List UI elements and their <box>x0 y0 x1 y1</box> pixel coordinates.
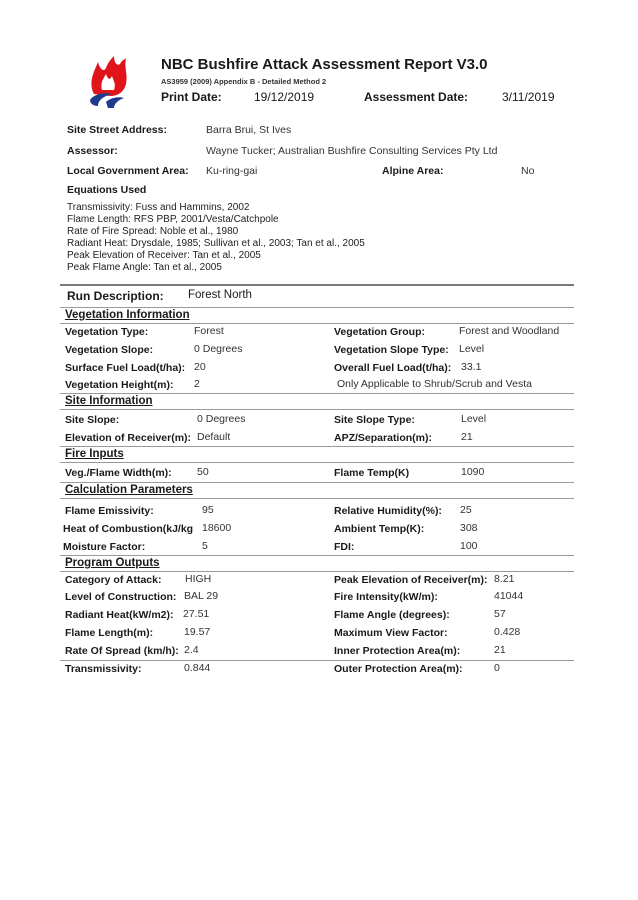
outputs-heading: Program Outputs <box>65 557 160 569</box>
vegetation-type-value: Forest <box>194 325 224 337</box>
emissivity-value: 95 <box>202 504 214 516</box>
ambient-value: 308 <box>460 522 478 534</box>
run-description-label: Run Description: <box>67 289 164 303</box>
run-description-value: Forest North <box>188 289 252 301</box>
assessment-date-value: 3/11/2019 <box>502 90 555 104</box>
intensity-value: 41044 <box>494 590 524 602</box>
divider <box>60 555 574 556</box>
spread-value: 2.4 <box>184 644 199 656</box>
lga-label: Local Government Area: <box>67 165 189 177</box>
overall-fuel-value: 33.1 <box>461 361 482 373</box>
vegetation-group-label: Vegetation Group: <box>334 326 426 338</box>
emissivity-label: Flame Emissivity: <box>65 505 154 517</box>
vegetation-slope-type-label: Vegetation Slope Type: <box>334 344 449 356</box>
site-slope-label: Site Slope: <box>65 414 120 426</box>
view-factor-label: Maximum View Factor: <box>334 627 448 639</box>
vegetation-height-label: Vegetation Height(m): <box>65 379 174 391</box>
divider <box>60 571 574 572</box>
vegetation-heading: Vegetation Information <box>65 309 190 321</box>
overall-fuel-label: Overall Fuel Load(t/ha): <box>334 362 452 374</box>
equation-line: Peak Elevation of Receiver: Tan et al., 2005 <box>67 250 261 261</box>
elevation-value: Default <box>197 431 231 443</box>
outer-protection-label: Outer Protection Area(m): <box>334 663 463 675</box>
flame-temp-label: Flame Temp(K) <box>334 467 410 479</box>
radiant-label: Radiant Heat(kW/m2): <box>65 609 174 621</box>
humidity-value: 25 <box>460 504 472 516</box>
surface-fuel-value: 20 <box>194 361 206 373</box>
vegetation-height-value: 2 <box>194 378 200 390</box>
site-info-heading: Site Information <box>65 395 153 407</box>
moisture-label: Moisture Factor: <box>63 541 146 553</box>
divider <box>60 409 574 410</box>
vegetation-group-value: Forest and Woodland <box>459 325 560 337</box>
elevation-label: Elevation of Receiver(m): <box>65 432 192 444</box>
equations-heading: Equations Used <box>67 184 147 196</box>
category-label: Category of Attack: <box>65 574 162 586</box>
vegetation-slope-value: 0 Degrees <box>194 343 243 355</box>
transmissivity-label: Transmissivity: <box>65 663 142 675</box>
divider <box>60 462 574 463</box>
flame-length-label: Flame Length(m): <box>65 627 154 639</box>
flame-length-value: 19.57 <box>184 626 211 638</box>
assessor-value: Wayne Tucker; Australian Bushfire Consulting Services Pty Ltd <box>206 145 498 157</box>
equation-line: Rate of Fire Spread: Noble et al., 1980 <box>67 226 239 237</box>
address-value: Barra Brui, St Ives <box>206 124 292 136</box>
divider <box>60 482 574 483</box>
peak-elevation-value: 8.21 <box>494 573 515 585</box>
apz-value: 21 <box>461 431 473 443</box>
spread-label: Rate Of Spread (km/h): <box>65 645 179 657</box>
construction-value: BAL 29 <box>184 590 219 602</box>
print-date-label: Print Date: <box>161 90 222 104</box>
divider <box>60 660 574 661</box>
vegetation-type-label: Vegetation Type: <box>65 326 149 338</box>
flame-width-value: 50 <box>197 466 209 478</box>
divider <box>60 393 574 394</box>
flame-width-label: Veg./Flame Width(m): <box>65 467 172 479</box>
divider <box>60 446 574 447</box>
flame-logo-icon <box>84 54 134 108</box>
radiant-value: 27.51 <box>183 608 210 620</box>
inner-protection-label: Inner Protection Area(m): <box>334 645 461 657</box>
equation-line: Radiant Heat: Drysdale, 1985; Sullivan et al., 2003; Tan et al., 2005 <box>67 238 365 249</box>
fdi-label: FDI: <box>334 541 355 553</box>
flame-angle-label: Flame Angle (degrees): <box>334 609 450 621</box>
flame-temp-value: 1090 <box>461 466 485 478</box>
calc-heading: Calculation Parameters <box>65 484 193 496</box>
outer-protection-value: 0 <box>494 662 500 674</box>
divider <box>60 284 574 286</box>
site-slope-type-value: Level <box>461 413 487 425</box>
moisture-value: 5 <box>202 540 208 552</box>
site-slope-value: 0 Degrees <box>197 413 246 425</box>
inner-protection-value: 21 <box>494 644 506 656</box>
report-title: NBC Bushfire Attack Assessment Report V3.0 <box>161 56 488 73</box>
intensity-label: Fire Intensity(kW/m): <box>334 591 438 603</box>
fire-inputs-heading: Fire Inputs <box>65 448 124 460</box>
lga-value: Ku-ring-gai <box>206 165 258 177</box>
address-label: Site Street Address: <box>67 124 167 136</box>
equation-line: Flame Length: RFS PBP, 2001/Vesta/Catchpole <box>67 214 279 225</box>
ambient-label: Ambient Temp(K): <box>334 523 425 535</box>
construction-label: Level of Construction: <box>65 591 177 603</box>
surface-fuel-label: Surface Fuel Load(t/ha): <box>65 362 186 374</box>
print-date-value: 19/12/2019 <box>254 90 315 104</box>
divider <box>60 307 574 308</box>
humidity-label: Relative Humidity(%): <box>334 505 442 517</box>
apz-label: APZ/Separation(m): <box>334 432 433 444</box>
combustion-label: Heat of Combustion(kJ/kg <box>63 523 194 535</box>
peak-elevation-label: Peak Elevation of Receiver(m): <box>334 574 488 586</box>
assessment-date-label: Assessment Date: <box>364 90 469 104</box>
category-value: HIGH <box>185 573 212 585</box>
divider <box>60 498 574 499</box>
combustion-value: 18600 <box>202 522 232 534</box>
vegetation-height-note: Only Applicable to Shrub/Scrub and Vesta <box>337 378 532 390</box>
equation-line: Transmissivity: Fuss and Hammins, 2002 <box>67 202 250 213</box>
vegetation-slope-label: Vegetation Slope: <box>65 344 154 356</box>
site-slope-type-label: Site Slope Type: <box>334 414 415 426</box>
transmissivity-value: 0.844 <box>184 662 211 674</box>
report-subtitle: AS3959 (2009) Appendix B - Detailed Method 2 <box>161 77 327 86</box>
vegetation-slope-type-value: Level <box>459 343 485 355</box>
divider <box>60 323 574 324</box>
assessor-label: Assessor: <box>67 145 118 157</box>
fdi-value: 100 <box>460 540 478 552</box>
alpine-value: No <box>521 165 535 177</box>
equation-line: Peak Flame Angle: Tan et al., 2005 <box>67 262 222 273</box>
flame-angle-value: 57 <box>494 608 506 620</box>
view-factor-value: 0.428 <box>494 626 521 638</box>
alpine-label: Alpine Area: <box>382 165 444 177</box>
